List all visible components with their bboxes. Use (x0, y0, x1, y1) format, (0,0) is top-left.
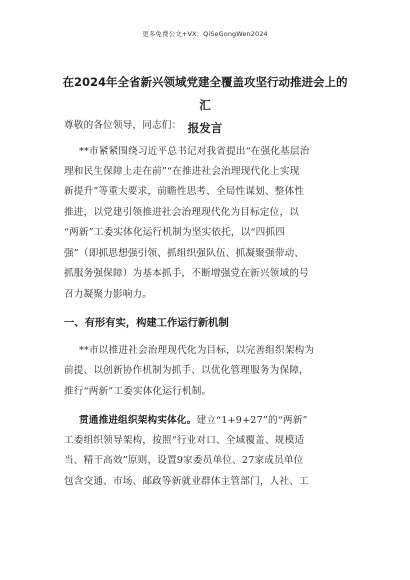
body-line: 工委组织领导架构，按照“行业对口、全域覆盖、规模适 (64, 435, 305, 446)
body-line: 包含交通、市场、邮政等新就业群体主管部门，人社、工 (64, 476, 309, 487)
body-line (79, 412, 308, 426)
body-line: **市以推进社会治理现代化为目标，以完善组织架构为 (79, 345, 315, 356)
body-line: 当、精干高效”原则，设置9家委员单位、27家成员单位 (64, 455, 304, 466)
title-line-2: 报发言 (187, 121, 223, 135)
intro-line: 召力凝聚力影响力。 (64, 289, 153, 300)
body-line: 推行“两新”工委实体化运行机制。 (64, 386, 212, 397)
intro-line: 理和民生保障上走在前”“在推进社会治理现代化上实现 (64, 166, 300, 177)
intro-line: 推进，以党建引领推进社会治理现代化为目标定位，以 (64, 207, 300, 218)
intro-line: **市紧紧围绕习近平总书记对我省提出“在强化基层治 (79, 146, 310, 157)
title-line-1: 在2024年全省新兴领域党建全覆盖攻坚行动推进会上的汇 (62, 75, 348, 112)
section-heading: 一、有形有实，构建工作运行新机制 (64, 317, 229, 329)
page-header: 更多免费公文+VX：QiSeGongWen2024 (142, 30, 268, 38)
intro-line: “两新”工委实体化运行机制为坚实依托，以“四抓四 (64, 227, 285, 238)
subheading-lead: 贯通推进组织架构实体化。 (79, 415, 197, 426)
body-line: 前提、以创新协作机制为抓手、以优化管理服务为保障， (64, 365, 309, 376)
intro-line: 新提升”等重大要求，前瞻性思考、全局性谋划、整体性 (64, 186, 305, 197)
body-text: 建立“1+9+27”的“两新” (196, 415, 308, 426)
intro-line: 抓服务强保障）为基本抓手，不断增强党在新兴领域的号 (64, 268, 309, 279)
intro-line: 强”（即抓思想强引领、抓组织强队伍、抓凝聚强带动、 (64, 248, 305, 259)
salutation: 尊敬的各位领导，同志们： (64, 120, 182, 131)
